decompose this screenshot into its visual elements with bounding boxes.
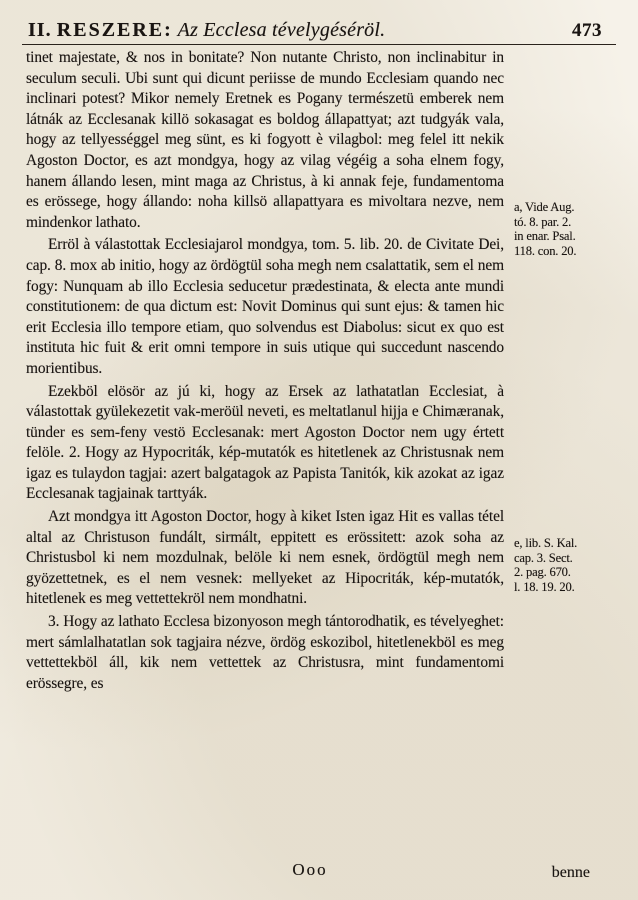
paragraph: Erröl à válastottak Ecclesiajarol mondgya, tom. 5. lib. 20. de Civitate Dei, cap. 8. mox ab initio, hogy az ördögtül soha megh nem csalattatik, sem el nem fogy: Nunquam ab illo Ecclesia seducetur prædestinata, & electa ante mundi constitutionem: de qua dictum est: Novit Dominus qui sunt ejus: & tamen hic erit Ecclesia illo tempore etiam, quo solvendus est Diabolus: sicut ex quo est instituta hic fuit & erit omni tempore in suis utique qui succedunt nascendo morientibus. — [26, 236, 504, 377]
catchword: benne — [551, 864, 590, 881]
body-area — [22, 48, 616, 848]
folio-number: 473 — [572, 20, 602, 41]
paragraph: tinet majestate, & nos in bonitate? Non nutante Christo, non inclinabitur in seculum seculi. Ubi sunt qui dicunt periisse de mundo Ecclesiam quando nec inclinari potest? Mikor nemely Eretnek es Pogany természetü emberek nem látnák az Ecclesanak killö sokasagat es boldog állapattyat; azt tudgyák vala, hogy az tellyességgel meg sünt, es ki fogyott è vilagbol: meg felel itt nekik Agoston Doctor, es azt mondgya, hogy az vilag végéig a soha elnem fogy, hanem állando lesen, mint maga az Christus, à ki annak feje, fundamentoma es erössege, hogy állando: noha killsö allapattyara es mivoltara nezve, nem mindenkor lathato. — [26, 49, 504, 231]
chapter-number: II. — [28, 19, 52, 41]
paragraph: Azt mondgya itt Agoston Doctor, hogy à kiket Isten igaz Hit es vallas tétel altal az Christuson fundált, sirmált, eppitett es erössitett: azok soha az Christusbol ki nem mozdulnak, belöle ki nem esnek, ördögtül megh nem gyözettetnek, es el nem vesnek: mellyeket az Hipocriták, kép-mutatók, hitetlenek es meg vettettekröl nem mondhatni. — [26, 508, 504, 608]
marginal-note-line: tó. 8. par. 2. — [514, 214, 572, 229]
marginal-note-line: e, lib. S. Kal. — [514, 536, 578, 550]
marginal-note-e — [514, 536, 614, 594]
chapter-title: RESZERE: — [56, 19, 173, 41]
page-footer — [22, 860, 616, 880]
paragraph: 3. Hogy az lathato Ecclesa bizonyoson megh tántorodhatik, es tévelyeghet: mert sámlalhatatlan sok tagjaira nézve, ördög eskozibol, hitetlenekböl es meg vettettekböl áll, kik nem vettettek az Christusra, mint fundamentomi erössegre, es — [26, 613, 504, 692]
marginal-note-line: a, Vide Aug. — [514, 200, 575, 214]
marginal-note-line: cap. 3. Sect. — [514, 550, 573, 565]
signature-mark: Ooo — [292, 860, 328, 879]
marginal-note-line: in enar. Psal. — [514, 229, 576, 244]
running-header — [22, 14, 616, 44]
header-rule — [22, 44, 616, 45]
paragraph: Ezekböl elösör az jú ki, hogy az Ersek az lathatatlan Ecclesiat, à válastottak gyülekezetit vak-meröül neveti, es meltatlanul hijja e Chimæranak, tünder es sem-feny vestö Ecclesanak: mert Agoston Doctor nem ugy értett felöle. 2. Hogy az Hypocriták, kép-mutatók es hitetlenek az Christusnak nem igaz es tulaydon tagjai: azert balgatagok az Papista Tanitók, kik azokat az igaz Ecclesanak tagjainak tarttyák. — [26, 382, 504, 503]
marginal-note-a — [514, 200, 614, 258]
main-text-column — [26, 48, 504, 694]
header-title-group — [28, 19, 385, 42]
marginal-note-line: 118. con. 20. — [514, 243, 577, 258]
marginal-note-line: 2. pag. 670. — [514, 565, 571, 580]
page-frame — [22, 14, 616, 886]
marginal-note-line: l. 18. 19. 20. — [514, 579, 575, 594]
running-title: Az Ecclesa tévelygéséröl. — [177, 19, 386, 41]
